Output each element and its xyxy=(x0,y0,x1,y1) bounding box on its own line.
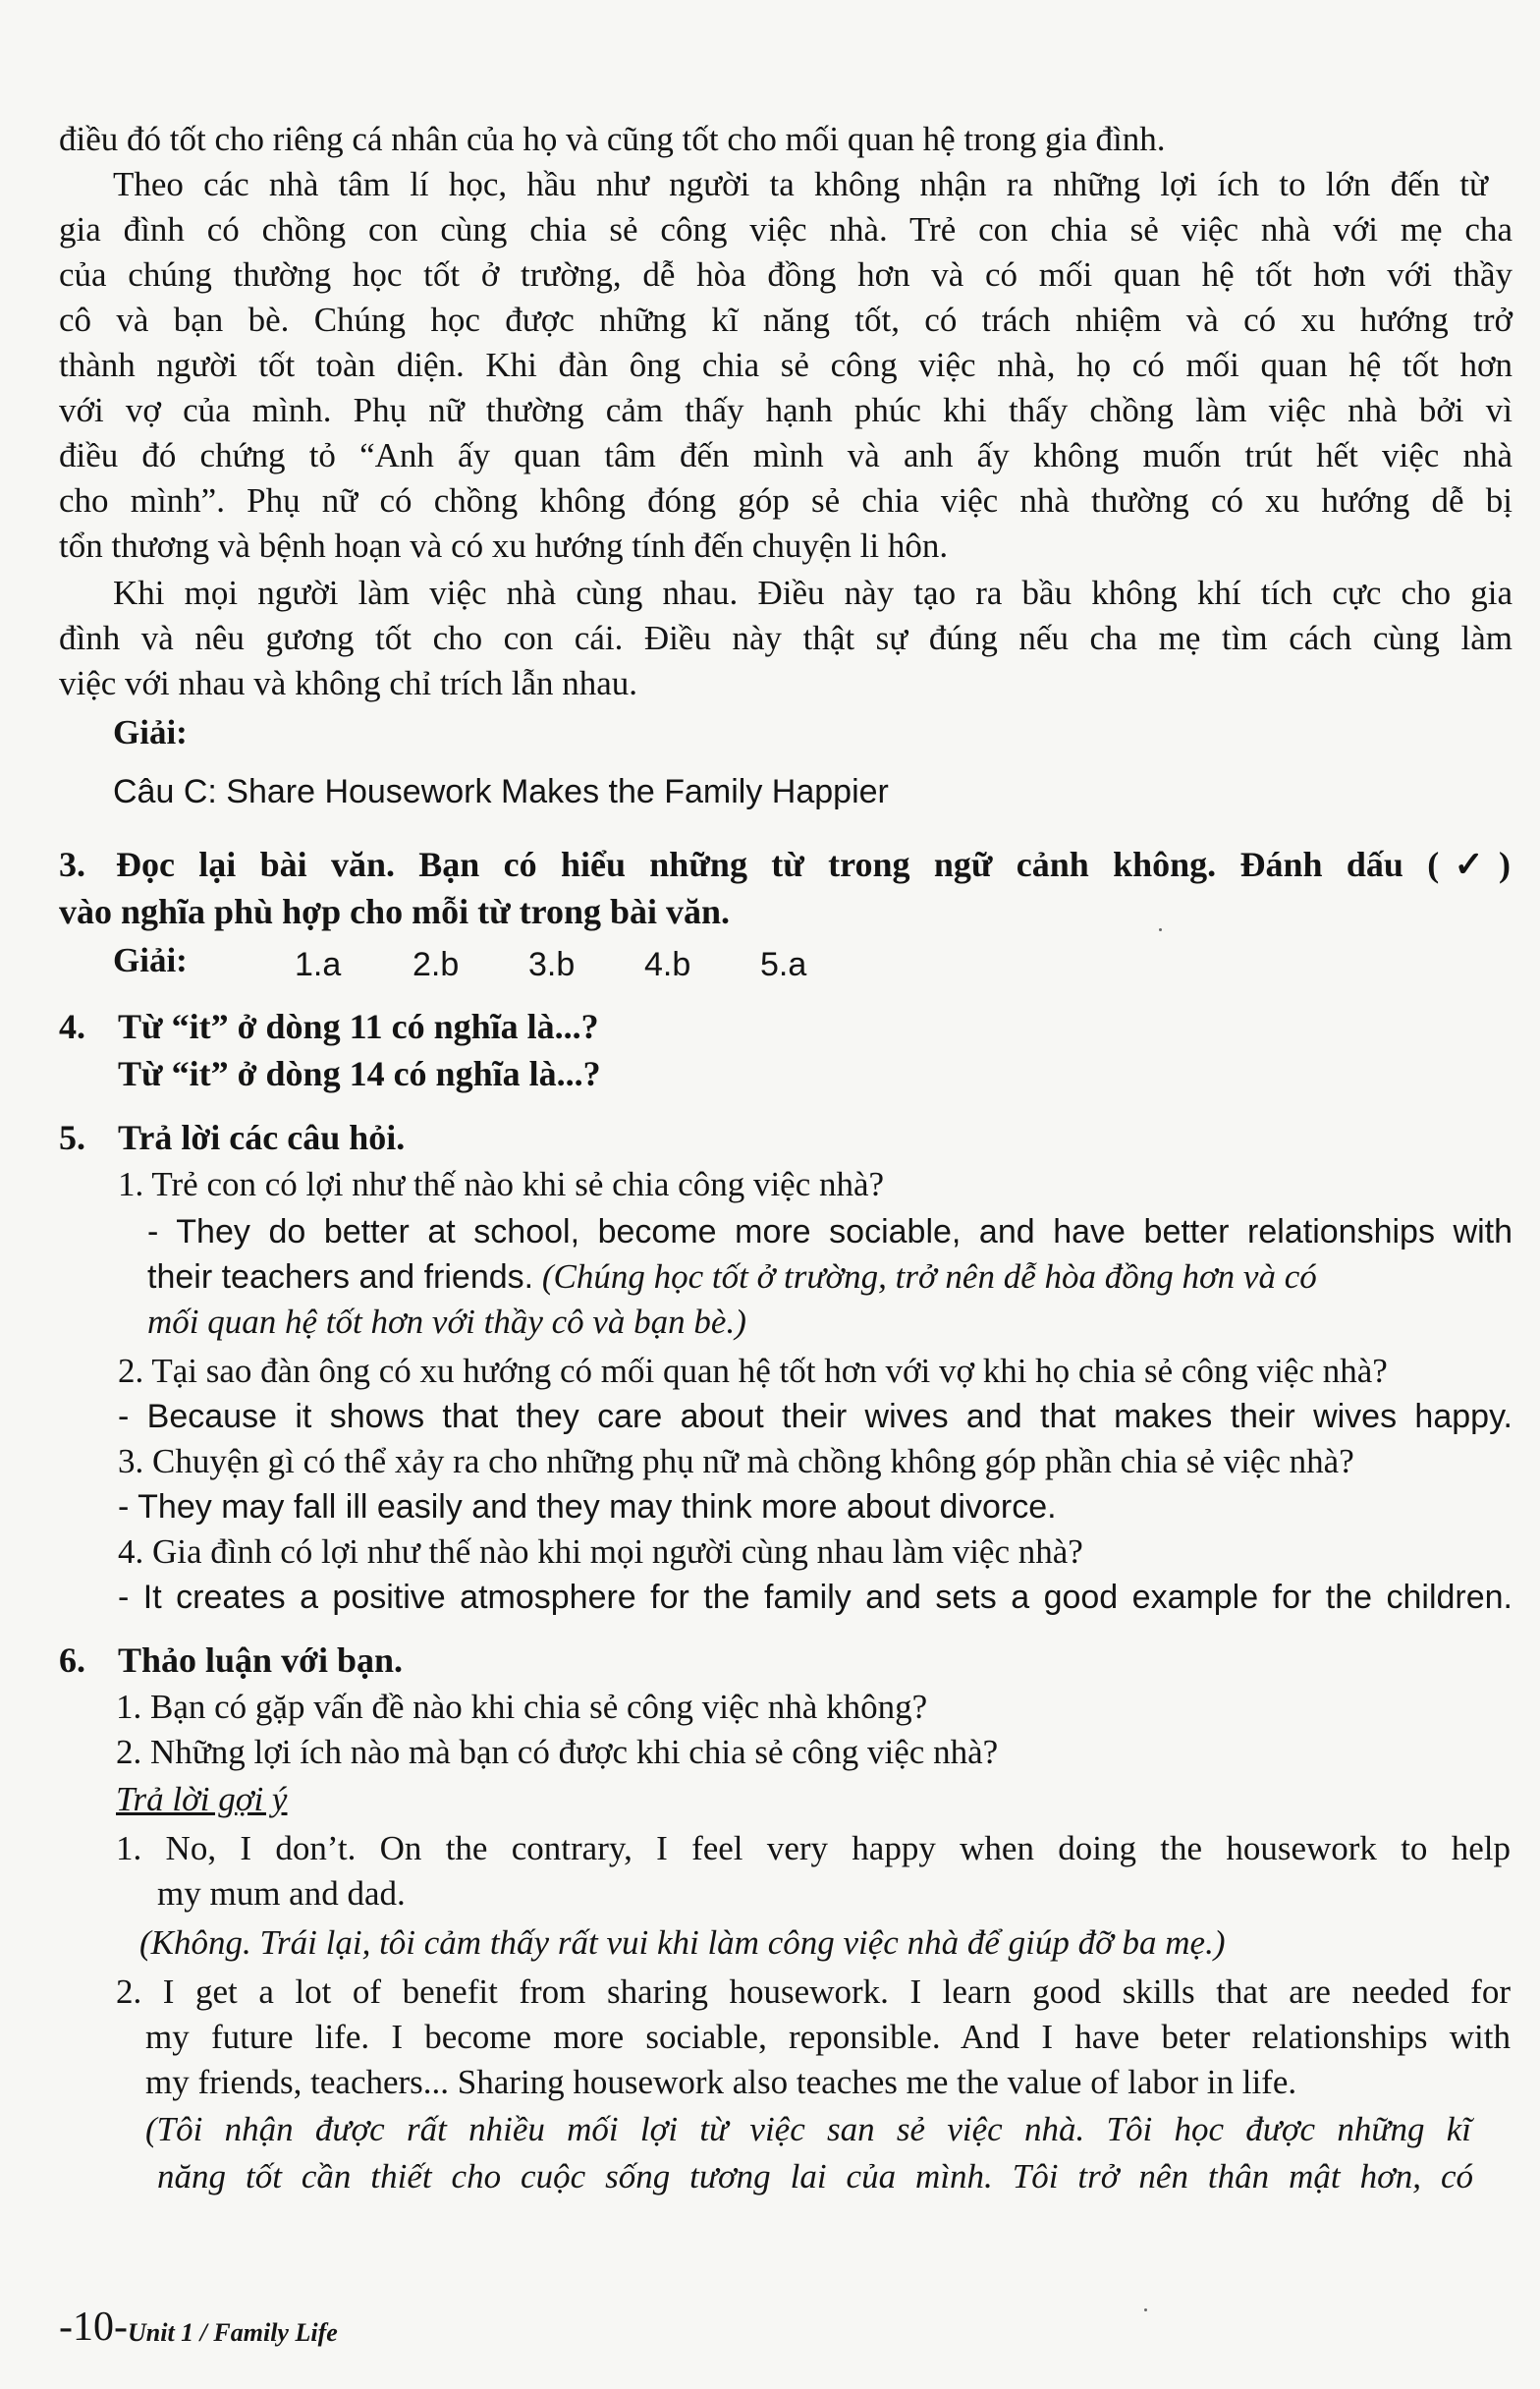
q5-question-2: 2. Tại sao đàn ông có xu hướng có mối quan hệ tốt hơn với vợ khi họ chia sẻ công việc nhà? xyxy=(118,1352,1388,1390)
solution-answer: Câu C: Share Housework Makes the Family Happier xyxy=(113,773,889,810)
question-3-title: Đọc lại bài văn. Bạn có hiểu những từ trong ngữ cảnh không. Đánh dấu (✓) xyxy=(116,845,1511,884)
question-3-number: 3. xyxy=(59,845,85,884)
question-5-title: Trả lời các câu hỏi. xyxy=(118,1118,406,1157)
question-4-number: 4. xyxy=(59,1007,85,1046)
solution-label: Giải: xyxy=(113,713,188,751)
question-3-answer-label: Giải: xyxy=(113,941,188,979)
scan-speck xyxy=(1144,2308,1147,2311)
suggested-answer-label: Trả lời gợi ý xyxy=(116,1780,288,1818)
page-number: -10- xyxy=(59,2305,128,2350)
question-5-number: 5. xyxy=(59,1118,85,1157)
question-4-line1: Từ “it” ở dòng 11 có nghĩa là...? xyxy=(118,1007,599,1046)
paragraph-line: Theo các nhà tâm lí học, hầu như người ta không nhận ra những lợi ích to lớn đến từ xyxy=(113,165,1488,203)
paragraph-continuation: điều đó tốt cho riêng cá nhân của họ và cũng tốt cho mối quan hệ trong gia đình. xyxy=(59,120,1166,158)
q5-answer-1: - They do better at school, become more sociable, and have better relationships with xyxy=(147,1213,1512,1250)
paragraph-line: thành người tốt toàn diện. Khi đàn ông chia sẻ công việc nhà, họ có mối quan hệ tốt hơn xyxy=(59,346,1512,384)
q5-answer-3: - They may fall ill easily and they may think more about divorce. xyxy=(118,1488,1057,1526)
paragraph-line: cho mình”. Phụ nữ có chồng không đóng góp sẻ chia việc nhà thường có xu hướng dễ bị xyxy=(59,481,1512,520)
question-3-answers xyxy=(295,945,876,984)
paragraph-line: với vợ của mình. Phụ nữ thường cảm thấy hạnh phúc khi thấy chồng làm việc nhà bởi vì xyxy=(59,391,1512,429)
paragraph-line: gia đình có chồng con cùng chia sẻ công việc nhà. Trẻ con chia sẻ việc nhà với mẹ cha xyxy=(59,210,1512,249)
q5-answer-1-cont: their teachers and friends. (Chúng học tốt ở trường, trở nên dễ hòa đồng hơn và có xyxy=(147,1257,1317,1296)
paragraph-line: điều đó chứng tỏ “Anh ấy quan tâm đến mình và anh ấy không muốn trút hết việc nhà xyxy=(59,436,1512,474)
scan-speck xyxy=(1159,928,1162,931)
answer-item: 4.b xyxy=(644,946,691,983)
question-6-number: 6. xyxy=(59,1640,85,1680)
q6-question-1: 1. Bạn có gặp vấn đề nào khi chia sẻ công việc nhà không? xyxy=(116,1688,928,1726)
q6-question-2: 2. Những lợi ích nào mà bạn có được khi chia sẻ công việc nhà? xyxy=(116,1733,999,1771)
q5-question-3: 3. Chuyện gì có thể xảy ra cho những phụ nữ mà chồng không góp phần chia sẻ việc nhà? xyxy=(118,1442,1354,1480)
answer-item: 2.b xyxy=(412,946,460,983)
paragraph-line: đình và nêu gương tốt cho con cái. Điều này thật sự đúng nếu cha mẹ tìm cách cùng làm xyxy=(59,619,1512,657)
q5-question-4: 4. Gia đình có lợi như thế nào khi mọi người cùng nhau làm việc nhà? xyxy=(118,1532,1083,1571)
q6-answer-1-translation: (Không. Trái lại, tôi cảm thấy rất vui khi làm công việc nhà để giúp đỡ ba mẹ.) xyxy=(139,1923,1226,1962)
paragraph-line: việc với nhau và không chỉ trích lẫn nhau. xyxy=(59,664,638,702)
q5-answer-4: - It creates a positive atmosphere for the family and sets a good example for the children. xyxy=(118,1579,1512,1616)
q6-answer-1: 1. No, I don’t. On the contrary, I feel very happy when doing the housework to help xyxy=(116,1829,1511,1867)
answer-item: 5.a xyxy=(760,946,807,983)
q6-answer-2-cont: my friends, teachers... Sharing housework also teaches me the value of labor in life. xyxy=(145,2063,1297,2101)
q6-answer-2-translation: (Tôi nhận được rất nhiều mối lợi từ việc san sẻ việc nhà. Tôi học được những kĩ xyxy=(145,2110,1471,2148)
q5-answer-2: - Because it shows that they care about their wives and that makes their wives happy. xyxy=(118,1398,1512,1435)
q6-answer-2: 2. I get a lot of benefit from sharing housework. I learn good skills that are needed for xyxy=(116,1972,1511,2011)
q5-question-1: 1. Trẻ con có lợi như thế nào khi sẻ chia công việc nhà? xyxy=(118,1165,885,1203)
question-3-title-cont: vào nghĩa phù hợp cho mỗi từ trong bài văn. xyxy=(59,892,731,931)
paragraph-line: của chúng thường học tốt ở trường, dễ hòa đồng hơn và có mối quan hệ tốt hơn với thầy xyxy=(59,255,1512,294)
question-4-line2: Từ “it” ở dòng 14 có nghĩa là...? xyxy=(118,1054,601,1093)
question-6-title: Thảo luận với bạn. xyxy=(118,1640,404,1680)
paragraph-line: cô và bạn bè. Chúng học được những kĩ năng tốt, có trách nhiệm và có xu hướng trở xyxy=(59,301,1512,339)
paragraph-line: tổn thương và bệnh hoạn và có xu hướng tính đến chuyện li hôn. xyxy=(59,527,949,565)
q6-answer-2-translation-cont: năng tốt cần thiết cho cuộc sống tương lai của mình. Tôi trở nên thân mật hơn, có xyxy=(157,2157,1473,2195)
q5-answer-1-translation: mối quan hệ tốt hơn với thầy cô và bạn bè.) xyxy=(147,1303,746,1341)
answer-item: 1.a xyxy=(295,946,342,983)
unit-label: Unit 1 / Family Life xyxy=(128,2318,338,2347)
answer-item: 3.b xyxy=(528,946,576,983)
paragraph-line: Khi mọi người làm việc nhà cùng nhau. Điều này tạo ra bầu không khí tích cực cho gia xyxy=(113,574,1512,612)
q6-answer-1-cont: my mum and dad. xyxy=(157,1874,406,1913)
q6-answer-2-cont: my future life. I become more sociable, reponsible. And I have beter relationships with xyxy=(145,2018,1511,2056)
